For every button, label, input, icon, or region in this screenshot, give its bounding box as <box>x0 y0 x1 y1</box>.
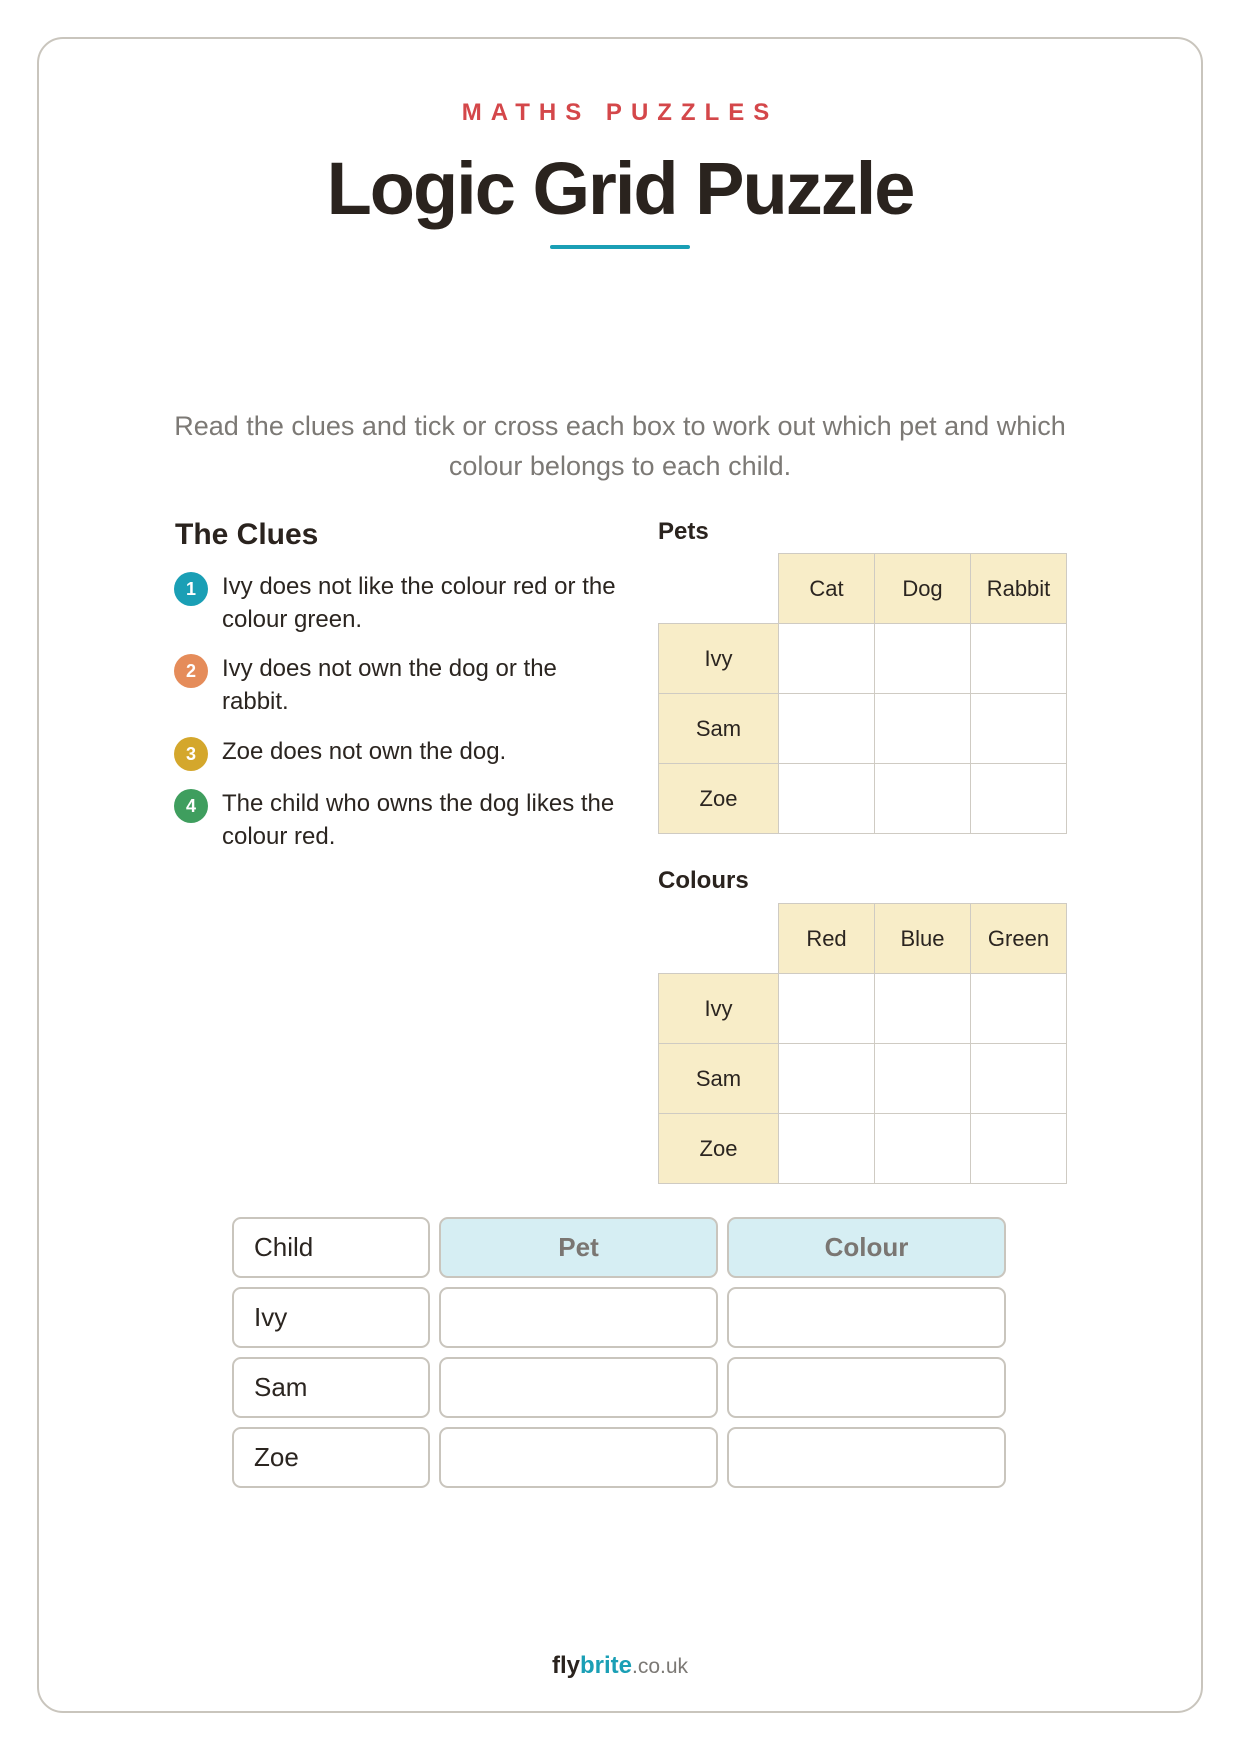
column-header-green: Green <box>971 904 1067 974</box>
clue-text: The child who owns the dog likes the colour red. <box>222 790 615 850</box>
brand-domain: .co.uk <box>632 1655 689 1678</box>
instructions: Read the clues and tick or cross each box to work out which pet and which colour belongs to each child. <box>174 411 1066 481</box>
answer-child-zoe: Zoe <box>232 1427 430 1488</box>
eyebrow-label: MATHS PUZZLES <box>461 99 779 126</box>
grid-cell[interactable] <box>875 1114 971 1184</box>
answer-pet-field[interactable] <box>439 1427 718 1488</box>
grid-cell[interactable] <box>779 694 875 764</box>
grid-cell[interactable] <box>779 1044 875 1114</box>
column-header-dog: Dog <box>875 554 971 624</box>
brand-fly: fly <box>551 1652 580 1679</box>
grid-cell[interactable] <box>779 1114 875 1184</box>
row-header-ivy: Ivy <box>659 624 779 694</box>
column-header-blue: Blue <box>875 904 971 974</box>
row-header-zoe: Zoe <box>659 1114 779 1184</box>
grid-cell[interactable] <box>779 974 875 1044</box>
grid-cell[interactable] <box>875 974 971 1044</box>
grid-corner <box>659 554 779 624</box>
grid-cell[interactable] <box>875 624 971 694</box>
page-title: Logic Grid Puzzle <box>326 147 914 230</box>
answer-pet-field[interactable] <box>439 1357 718 1418</box>
clue-number-badge: 4 <box>174 789 208 823</box>
answer-header-child: Child <box>232 1217 430 1278</box>
row-header-sam: Sam <box>659 1044 779 1114</box>
row-header-sam: Sam <box>659 694 779 764</box>
grid-cell[interactable] <box>971 1044 1067 1114</box>
brand-brite: brite <box>579 1652 632 1679</box>
answer-row <box>232 1287 1006 1348</box>
clue-text: Zoe does not own the dog. <box>222 738 507 765</box>
answer-child-ivy: Ivy <box>232 1287 430 1348</box>
answer-child-sam: Sam <box>232 1357 430 1418</box>
grid-cell[interactable] <box>875 694 971 764</box>
clue-number-badge: 2 <box>174 654 208 688</box>
clues-heading: The Clues <box>175 518 319 551</box>
answer-header-colour: Colour <box>727 1217 1006 1278</box>
clue-text: Ivy does not like the colour red or the colour green. <box>222 573 616 633</box>
clue-text: Ivy does not own the dog or the rabbit. <box>222 655 557 715</box>
clue-number-badge: 1 <box>174 572 208 606</box>
answer-header-row <box>232 1217 1006 1278</box>
grid-cell[interactable] <box>971 624 1067 694</box>
grid-cell[interactable] <box>971 694 1067 764</box>
grid-cell[interactable] <box>971 764 1067 834</box>
answer-row <box>232 1357 1006 1418</box>
grid-cell[interactable] <box>875 764 971 834</box>
footer-brand <box>0 1652 1240 1680</box>
grid-cell[interactable] <box>779 764 875 834</box>
grid-corner <box>659 904 779 974</box>
row-header-ivy: Ivy <box>659 974 779 1044</box>
answer-row <box>232 1427 1006 1488</box>
colours-grid <box>658 903 1067 1184</box>
grid-cell[interactable] <box>971 1114 1067 1184</box>
clue-number-badge: 3 <box>174 737 208 771</box>
grid-cell[interactable] <box>971 974 1067 1044</box>
column-header-rabbit: Rabbit <box>971 554 1067 624</box>
row-header-zoe: Zoe <box>659 764 779 834</box>
answer-table <box>232 1217 1006 1497</box>
pets-grid <box>658 553 1067 834</box>
pets-grid-label: Pets <box>658 518 709 545</box>
colours-grid-label: Colours <box>658 867 749 894</box>
answer-pet-field[interactable] <box>439 1287 718 1348</box>
grid-cell[interactable] <box>779 624 875 694</box>
answer-colour-field[interactable] <box>727 1357 1006 1418</box>
answer-header-pet: Pet <box>439 1217 718 1278</box>
column-header-cat: Cat <box>779 554 875 624</box>
answer-colour-field[interactable] <box>727 1287 1006 1348</box>
answer-colour-field[interactable] <box>727 1427 1006 1488</box>
grid-cell[interactable] <box>875 1044 971 1114</box>
column-header-red: Red <box>779 904 875 974</box>
title-underline <box>550 245 690 249</box>
